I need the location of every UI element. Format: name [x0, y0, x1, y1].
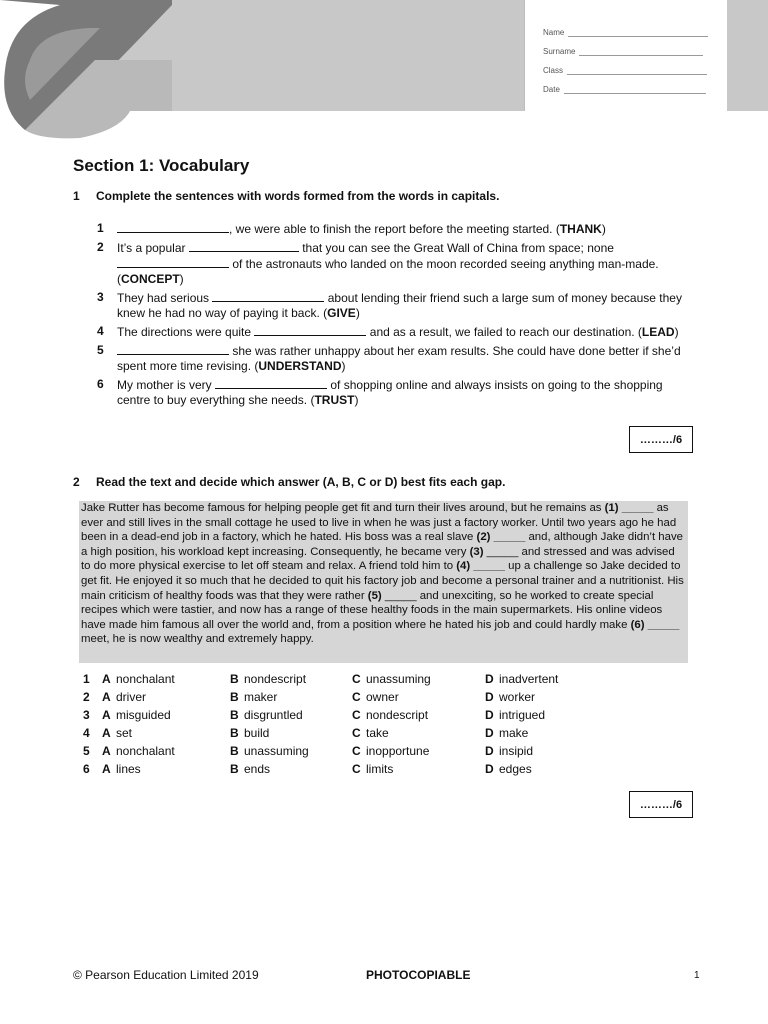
page-number: 1: [694, 970, 700, 981]
q1-item: [97, 290, 697, 321]
class-label: Class: [543, 66, 564, 75]
option-row: [83, 690, 585, 708]
date-label: Date: [543, 85, 560, 94]
surname-field[interactable]: [543, 47, 703, 56]
q1-item: [97, 324, 697, 340]
option-c[interactable]: C owner: [352, 690, 399, 704]
item-text: My mother is very of shopping online and always insists on going to the shopping centre to buy everything she needs. (TRUST): [117, 378, 663, 407]
copyright: © Pearson Education Limited 2019: [73, 968, 259, 982]
option-row: [83, 762, 585, 780]
option-c[interactable]: C inopportune: [352, 744, 430, 758]
gap-6: (6) _____: [630, 618, 680, 631]
option-b[interactable]: B unassuming: [230, 744, 309, 758]
option-a[interactable]: A driver: [102, 690, 147, 704]
option-a[interactable]: A misguided: [102, 708, 171, 722]
q1-item: [97, 221, 697, 237]
class-line: [567, 66, 707, 75]
item-number: 4: [97, 324, 104, 338]
option-d[interactable]: D intrigued: [485, 708, 546, 722]
q1-score-box[interactable]: ………/6: [629, 426, 693, 453]
item-number: 5: [97, 343, 104, 357]
q1-item: [97, 377, 697, 408]
header-gray-strip: [726, 0, 768, 111]
q1-item: [97, 240, 697, 287]
logo: [0, 0, 172, 140]
header-gray-panel: [172, 0, 524, 111]
q1-item: [97, 343, 697, 374]
item-number: 2: [97, 240, 104, 254]
q2-instruction: [73, 475, 505, 489]
answer-blank[interactable]: [117, 343, 229, 355]
option-row: [83, 726, 585, 744]
option-number: 3: [83, 708, 90, 722]
item-number: 6: [97, 377, 104, 391]
q1-number: 1: [73, 189, 80, 203]
option-number: 1: [83, 672, 90, 686]
q1-instruction: [73, 189, 499, 203]
surname-line: [579, 47, 703, 56]
q2-score-box[interactable]: ………/6: [629, 791, 693, 818]
option-c[interactable]: C nondescript: [352, 708, 429, 722]
item-number: 3: [97, 290, 104, 304]
item-text: The directions were quite and as a result, we failed to reach our destination. (LEAD): [117, 325, 679, 339]
date-line: [564, 85, 706, 94]
date-field[interactable]: [543, 85, 706, 94]
option-d[interactable]: D make: [485, 726, 529, 740]
gap-3: (3): [469, 545, 484, 558]
option-number: 5: [83, 744, 90, 758]
answer-blank[interactable]: [215, 377, 327, 389]
name-line: [568, 28, 708, 37]
item-text: she was rather unhappy about her exam results. She could have done better if she’d spent more time revising. (UNDERSTAND): [117, 344, 681, 373]
q1-instruction-text: Complete the sentences with words formed from the words in capitals.: [96, 189, 500, 203]
class-field[interactable]: [543, 66, 707, 75]
item-text: It’s a popular that you can see the Great Wall of China from space; none of the astronauts who landed on the moon recorded seeing anything man-made. (CONCEPT): [117, 241, 659, 286]
option-a[interactable]: A nonchalant: [102, 744, 175, 758]
q1-items: [97, 221, 697, 411]
option-c[interactable]: C take: [352, 726, 389, 740]
option-d[interactable]: D inadvertent: [485, 672, 559, 686]
option-d[interactable]: D edges: [485, 762, 532, 776]
item-number: 1: [97, 221, 104, 235]
option-d[interactable]: D insipid: [485, 744, 534, 758]
option-number: 6: [83, 762, 90, 776]
answer-blank[interactable]: [254, 324, 366, 336]
option-b[interactable]: B disgruntled: [230, 708, 303, 722]
answer-blank[interactable]: [117, 256, 229, 268]
option-number: 2: [83, 690, 90, 704]
name-label: Name: [543, 28, 565, 37]
reading-passage: Jake Rutter has become famous for helping people get fit and turn their lives around, but he remains as (1) _____ as ever and still lives in the small cottage he used to live in when he was just a factory worker. Until two years ago he had been in a dead-end job in a factory, which he hated. His boss was a real slave (2) _____ and, although Jake didn’t have a high position, his workload kept increasing. Consequently, he became very (3) _____ and stressed and was advised to do more physical exercise to let off steam and relax. A friend told him to (4) _____ up a challenge so Jake decided to get fit. He enjoyed it so much that he decided to quit his factory job and become a personal trainer and a nutritionist. His main criticism of healthy foods was that they were rather (5) _____ and unexciting, so he worked to create special recipes which were tastier, and now has a range of these healthy foods in the main supermarkets. His online videos have made him famous all over the world and, from a position where he hated his job and could hardly make (6) _____ meet, he is now wealthy and extremely happy.: [79, 501, 688, 663]
answer-blank[interactable]: [117, 221, 229, 233]
option-a[interactable]: A nonchalant: [102, 672, 175, 686]
option-c[interactable]: C unassuming: [352, 672, 431, 686]
student-info-box: [524, 0, 727, 111]
gap-2: (2) _____: [476, 531, 526, 544]
answer-options: [83, 672, 585, 780]
option-row: [83, 672, 585, 690]
gap-4: (4) _____: [456, 560, 506, 573]
q2-instruction-text: Read the text and decide which answer (A, B, C or D) best fits each gap.: [96, 475, 506, 489]
option-b[interactable]: B maker: [230, 690, 278, 704]
answer-blank[interactable]: [212, 290, 324, 302]
option-a[interactable]: A set: [102, 726, 133, 740]
q2-number: 2: [73, 475, 80, 489]
option-b[interactable]: B nondescript: [230, 672, 307, 686]
item-text: They had serious about lending their friend such a large sum of money because they knew he had no way of paying it back. (GIVE): [117, 291, 682, 320]
section-title: Section 1: Vocabulary: [73, 156, 250, 175]
name-field[interactable]: [543, 28, 708, 37]
answer-blank[interactable]: [189, 240, 299, 252]
option-b[interactable]: B ends: [230, 762, 271, 776]
gap-1: (1) _____: [604, 502, 654, 514]
option-row: [83, 708, 585, 726]
option-b[interactable]: B build: [230, 726, 270, 740]
option-d[interactable]: D worker: [485, 690, 536, 704]
option-c[interactable]: C limits: [352, 762, 394, 776]
photocopiable-label: PHOTOCOPIABLE: [366, 968, 471, 982]
option-row: [83, 744, 585, 762]
option-a[interactable]: A lines: [102, 762, 141, 776]
surname-label: Surname: [543, 47, 576, 56]
option-number: 4: [83, 726, 90, 740]
gap-5: (5): [367, 589, 382, 602]
item-text: , we were able to finish the report before the meeting started. (THANK): [117, 221, 697, 237]
